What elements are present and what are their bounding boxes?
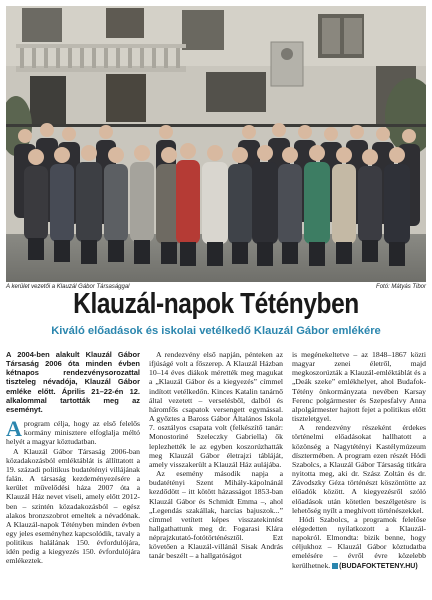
article-paragraph xyxy=(292,515,426,571)
group-photo-illustration xyxy=(6,6,426,282)
drop-cap: A xyxy=(6,416,22,442)
article-paragraph: A rendezvény első napján, pénteken az ifjúságé volt a főszerep. A Klauzál Házban 10–14 éves diákok mérették meg magukat a „Klauzál Gábor és a kiegyezés” címmel indított vetélkedőn. Kinces Katalin tanárnő által vezetett – verselésből, dalból és háromfős csapatok versengett egymással. A győztes a Baross Gábor Általános Iskola 7. osztályos csapata volt (felkészítő tanár: Monostoriné Szeleczky Gabriella) ők leplezhették le az egyben koszorúzhatták meg Klauzál Gábor életrajzi tábláját, amely visszakerült a Klauzál Ház aulájába. xyxy=(149,350,283,469)
headline: Klauzál-napok Tétényben xyxy=(73,288,359,320)
source-credit: (BUDAFOKTETENY.HU) xyxy=(339,562,418,570)
photo-caption: A kerület vezetői a Klauzál Gábor Társasággal xyxy=(6,284,130,290)
article-paragraph: A Klauzál Gábor Társaság 2006-ban közadakozásból emléktáblát is állíttatott a 19. századi politikus budatétényi villájának falán. A társaság kezdeményezésére a kerület művelődési háza 2007 óta a Klauzál Ház nevet viseli, amely előtt 2012-ben – szintén közadakozásból – egész alakos bronzszobrot emeltek a névadónak. A Klauzál-napok Tétényben minden évben egy jeles eseményhez kapcsolódik, tavaly a politikus halálának 150. évfordulójára, idén pedig a kiegyezés 150. évfordulójára emlékeztek. xyxy=(6,446,140,566)
article-body xyxy=(6,350,426,596)
article-paragraph: A rendezvény részeként érdekes történelmi előadásokat hallhatott a közönség a Nagytétényi Kastélymúzeum dísztermében. A program ezen részét Hódi Szabolcs, a Klauzál Gábor Társaság titkára nyitotta meg, aki dr. Szász Zoltán és dr. Závodszky Géza történészt köszöntötte az előadók között. A kiegyezésről szóló előadások után kötetlen beszélgetésre is lehetőség nyílt a meghívott történészekkel. xyxy=(292,423,426,515)
article-column-1 xyxy=(6,350,140,596)
group-photo xyxy=(6,6,426,282)
article-paragraph: is megénekeltetve – az 1848–1867 közti magyar zenei életről, majd megkoszorúzták a Klauzál-emléktáblát és a „Deák szeke” emlékhelyet, ahol Budafok-Tétény önkormányzata nevében Karsay Ferenc polgármester és Szepesfalvy Anna alpolgármester hajtott fejet a politikus előtt tiszteletgyel. xyxy=(292,350,426,424)
subtitle: Kiváló előadások és iskolai vetélkedő Klauzál Gábor emlékére xyxy=(51,325,381,337)
article-column-3 xyxy=(292,350,426,596)
article-paragraph-text: Hódi Szabolcs, a programok felelőse elégedetten nyilatkozott a Klauzál-napokról. Elmondta: bizik benne, hogy céljukhoz – Klauzál Gábor köztudatba emelésére – évről évre közelebb kerülhetnek. xyxy=(292,514,426,570)
end-mark-icon xyxy=(332,563,338,569)
article-paragraph: Az esemény második napja a budatétényi Szent Mihály-kápolnánál kezdődött – itt kötött házasságot 1853-ban Klauzál Gábor és Schmidt Emma –, ahol „Legendás szakállak, harcias bajuszok...” címmel vetített képes visszatekintést hallgathattunk meg dr. Fogarasi Klára néprajzkutató-fotótörténésztől. Ezt követően a Klauzál-villánál Sisak András tanár beszélt – a hallgatóságot xyxy=(149,469,283,561)
article-paragraph xyxy=(6,416,140,447)
article-paragraph-text: program célja, hogy az első felelős kormány minisztere elfoglalja méltó helyét a magyar köztudatban. xyxy=(6,419,140,447)
photo-credit: Fotó: Mátyás Tibor xyxy=(376,284,426,290)
article-lead: A 2004-ben alakult Klauzál Gábor Társaság 2006 óta minden évben kétnapos rendezvénysorozattal tiszteleg névadója, Klauzál Gábor emléke előtt. Április 21–22-én 12. alkalommal tartották meg az eseményt. xyxy=(6,350,140,414)
article-column-2 xyxy=(149,350,283,596)
